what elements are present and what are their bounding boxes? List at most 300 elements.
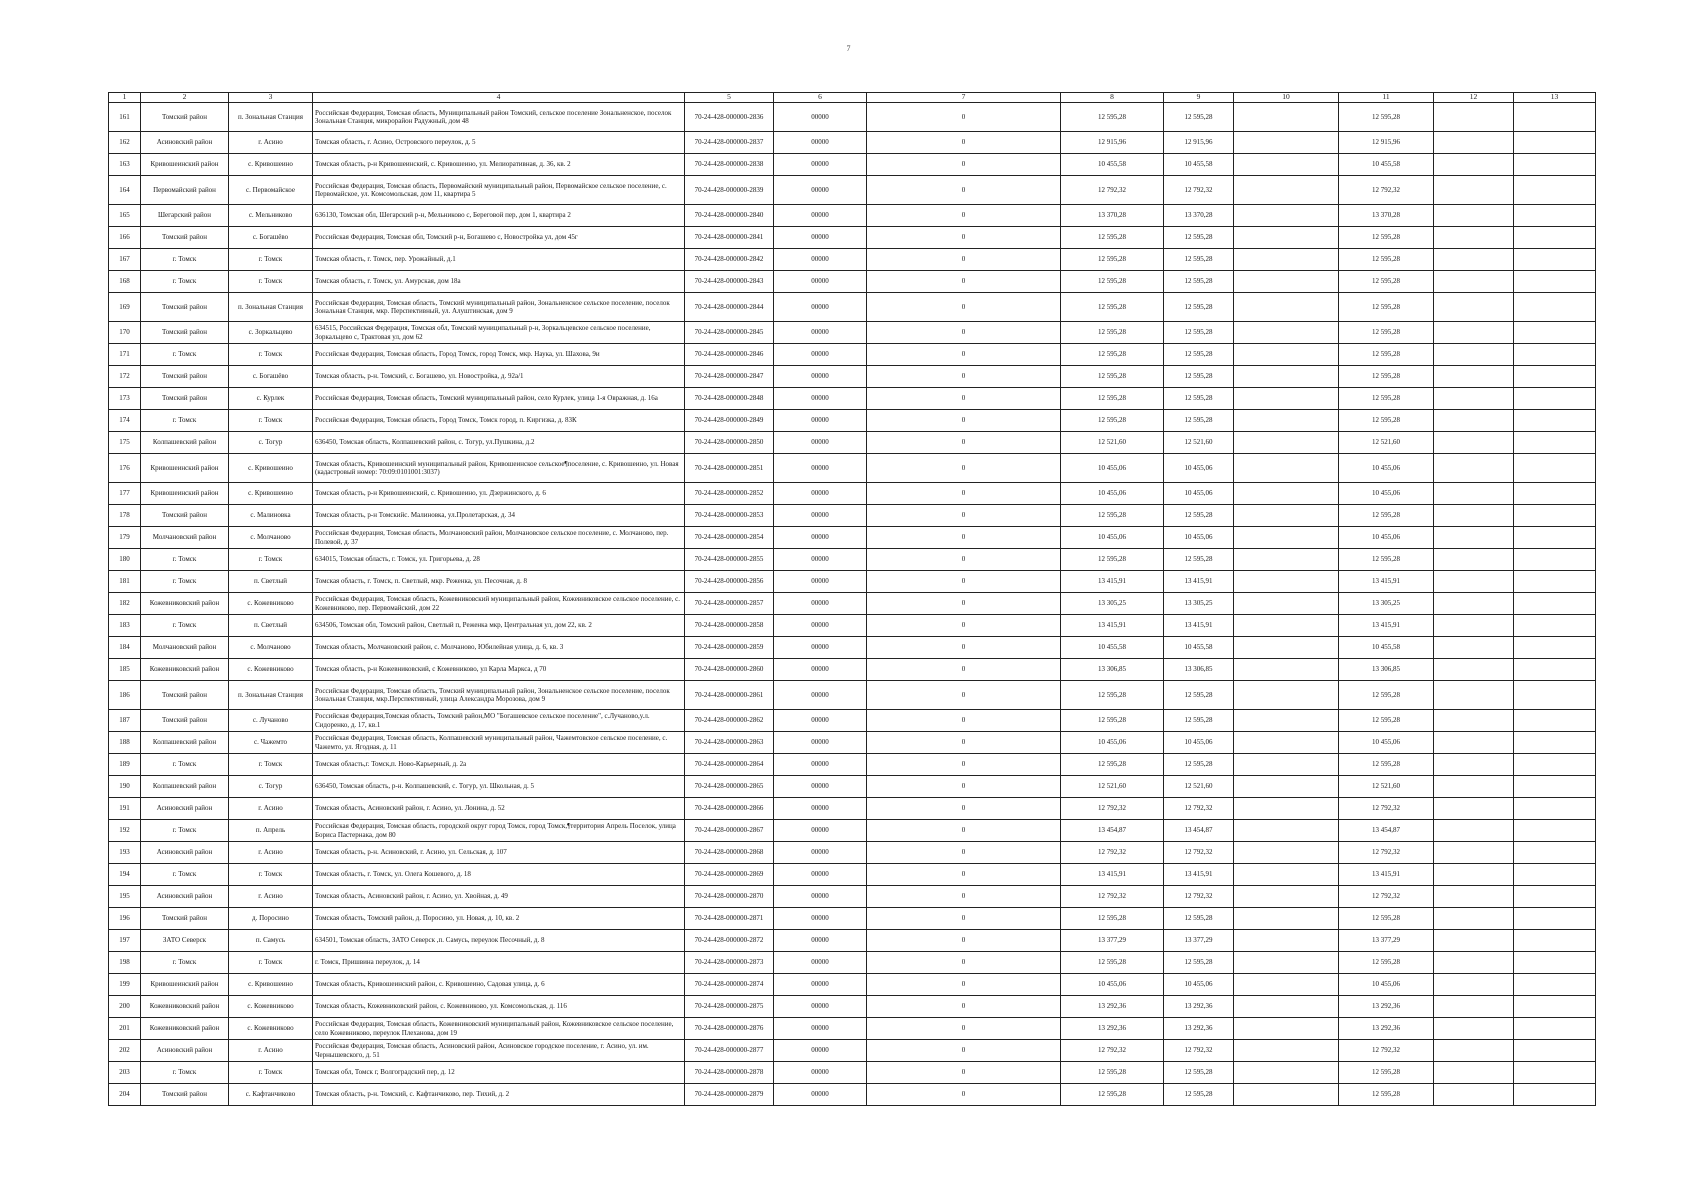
col7-cell: 0: [867, 483, 1061, 505]
object-id-cell: 70-24-428-000000-2837: [685, 132, 774, 154]
col12-cell: [1434, 1084, 1514, 1106]
col8-amount-cell: 12 595,28: [1061, 952, 1164, 974]
code-cell: 00000: [774, 798, 867, 820]
col8-amount-cell: 13 305,25: [1061, 593, 1164, 615]
col12-cell: [1434, 798, 1514, 820]
locality-cell: п. Самусь: [229, 930, 313, 952]
col13-cell: [1514, 271, 1596, 293]
col7-cell: 0: [867, 454, 1061, 483]
col8-amount-cell: 10 455,06: [1061, 527, 1164, 549]
col9-amount-cell: 12 595,28: [1164, 754, 1234, 776]
object-id-cell: 70-24-428-000000-2865: [685, 776, 774, 798]
locality-cell: п. Зональная Станция: [229, 293, 313, 322]
col8-amount-cell: 12 595,28: [1061, 366, 1164, 388]
table-row: [109, 205, 1596, 227]
code-cell: 00000: [774, 227, 867, 249]
row-number-cell: 187: [109, 710, 141, 732]
col7-cell: 0: [867, 659, 1061, 681]
col11-amount-cell: 12 595,28: [1339, 249, 1434, 271]
col10-cell: [1234, 1018, 1339, 1040]
object-id-cell: 70-24-428-000000-2852: [685, 483, 774, 505]
object-id-cell: 70-24-428-000000-2875: [685, 996, 774, 1018]
col10-cell: [1234, 527, 1339, 549]
row-number-cell: 170: [109, 322, 141, 344]
col8-amount-cell: 10 455,06: [1061, 454, 1164, 483]
col11-amount-cell: 13 305,25: [1339, 593, 1434, 615]
col12-cell: [1434, 1062, 1514, 1084]
table-row: [109, 710, 1596, 732]
code-cell: 00000: [774, 432, 867, 454]
code-cell: 00000: [774, 754, 867, 776]
col13-cell: [1514, 952, 1596, 974]
locality-cell: г. Томск: [229, 1062, 313, 1084]
district-cell: Томский район: [141, 505, 229, 527]
district-cell: г. Томск: [141, 820, 229, 842]
col11-amount-cell: 12 595,28: [1339, 505, 1434, 527]
district-cell: Кривошеинский район: [141, 454, 229, 483]
table-row: [109, 271, 1596, 293]
col12-cell: [1434, 571, 1514, 593]
col13-cell: [1514, 681, 1596, 710]
col11-amount-cell: 12 595,28: [1339, 388, 1434, 410]
col7-cell: 0: [867, 974, 1061, 996]
col11-amount-cell: 10 455,06: [1339, 454, 1434, 483]
row-number-cell: 180: [109, 549, 141, 571]
row-number-cell: 202: [109, 1040, 141, 1062]
col9-amount-cell: 13 415,91: [1164, 571, 1234, 593]
district-cell: Асиновский район: [141, 886, 229, 908]
locality-cell: г. Томск: [229, 754, 313, 776]
locality-cell: г. Томск: [229, 549, 313, 571]
address-cell: Российская Федерация, Томская область, Томский муниципальный район, Зональненское сельское поселение, поселок Зональная Станция, мкр.Перспективный, улица Александра Морозова, дом 9: [313, 681, 685, 710]
col9-amount-cell: 12 595,28: [1164, 952, 1234, 974]
locality-cell: г. Асино: [229, 132, 313, 154]
col12-cell: [1434, 366, 1514, 388]
locality-cell: п. Зональная Станция: [229, 103, 313, 132]
col12-cell: [1434, 388, 1514, 410]
col11-amount-cell: 13 292,36: [1339, 1018, 1434, 1040]
district-cell: Шегарский район: [141, 205, 229, 227]
district-cell: г. Томск: [141, 1062, 229, 1084]
col8-amount-cell: 12 595,28: [1061, 388, 1164, 410]
locality-cell: с. Мельниково: [229, 205, 313, 227]
col8-amount-cell: 12 792,32: [1061, 1040, 1164, 1062]
locality-cell: г. Асино: [229, 1040, 313, 1062]
district-cell: Томский район: [141, 293, 229, 322]
col12-cell: [1434, 205, 1514, 227]
col8-amount-cell: 12 792,32: [1061, 842, 1164, 864]
locality-cell: с. Кожевниково: [229, 996, 313, 1018]
registry-table: [108, 92, 1596, 1106]
col12-cell: [1434, 659, 1514, 681]
col10-cell: [1234, 681, 1339, 710]
code-cell: 00000: [774, 659, 867, 681]
address-cell: Томская область, г. Томск, п. Светлый, мкр. Реженка, ул. Песочная, д. 8: [313, 571, 685, 593]
col9-amount-cell: 10 455,58: [1164, 154, 1234, 176]
row-number-cell: 186: [109, 681, 141, 710]
col9-amount-cell: 10 455,06: [1164, 732, 1234, 754]
row-number-cell: 167: [109, 249, 141, 271]
col13-cell: [1514, 798, 1596, 820]
object-id-cell: 70-24-428-000000-2857: [685, 593, 774, 615]
row-number-cell: 201: [109, 1018, 141, 1040]
locality-cell: г. Томск: [229, 249, 313, 271]
col9-amount-cell: 13 292,36: [1164, 996, 1234, 1018]
col11-amount-cell: 13 377,29: [1339, 930, 1434, 952]
row-number-cell: 203: [109, 1062, 141, 1084]
locality-cell: с. Тогур: [229, 776, 313, 798]
col9-amount-cell: 12 595,28: [1164, 505, 1234, 527]
col13-cell: [1514, 864, 1596, 886]
table-row: [109, 103, 1596, 132]
col13-cell: [1514, 549, 1596, 571]
col8-amount-cell: 12 595,28: [1061, 754, 1164, 776]
row-number-cell: 168: [109, 271, 141, 293]
table-row: [109, 154, 1596, 176]
col11-amount-cell: 10 455,58: [1339, 637, 1434, 659]
col9-amount-cell: 10 455,06: [1164, 974, 1234, 996]
col8-amount-cell: 12 792,32: [1061, 886, 1164, 908]
col9-amount-cell: 13 377,29: [1164, 930, 1234, 952]
table-row: [109, 1084, 1596, 1106]
district-cell: г. Томск: [141, 249, 229, 271]
object-id-cell: 70-24-428-000000-2839: [685, 176, 774, 205]
col7-cell: 0: [867, 132, 1061, 154]
district-cell: Томский район: [141, 322, 229, 344]
col10-cell: [1234, 842, 1339, 864]
locality-cell: с. Зоркальцево: [229, 322, 313, 344]
col11-amount-cell: 12 792,32: [1339, 842, 1434, 864]
code-cell: 00000: [774, 615, 867, 637]
col7-cell: 0: [867, 366, 1061, 388]
col9-amount-cell: 13 415,91: [1164, 615, 1234, 637]
col8-amount-cell: 10 455,06: [1061, 483, 1164, 505]
district-cell: Асиновский район: [141, 842, 229, 864]
col12-cell: [1434, 681, 1514, 710]
row-number-cell: 163: [109, 154, 141, 176]
district-cell: Кожевниковский район: [141, 996, 229, 1018]
col11-amount-cell: 10 455,06: [1339, 732, 1434, 754]
col7-cell: 0: [867, 1018, 1061, 1040]
col8-amount-cell: 12 595,28: [1061, 908, 1164, 930]
locality-cell: с. Лучаново: [229, 710, 313, 732]
district-cell: г. Томск: [141, 549, 229, 571]
col12-cell: [1434, 732, 1514, 754]
row-number-cell: 182: [109, 593, 141, 615]
col9-amount-cell: 12 595,28: [1164, 344, 1234, 366]
district-cell: Кривошеинский район: [141, 483, 229, 505]
col13-cell: [1514, 659, 1596, 681]
column-number-header: 12: [1434, 93, 1514, 103]
district-cell: Кривошеинский район: [141, 974, 229, 996]
row-number-cell: 204: [109, 1084, 141, 1106]
row-number-cell: 164: [109, 176, 141, 205]
table-row: [109, 996, 1596, 1018]
district-cell: Томский район: [141, 227, 229, 249]
col8-amount-cell: 12 915,96: [1061, 132, 1164, 154]
col8-amount-cell: 12 595,28: [1061, 322, 1164, 344]
col9-amount-cell: 12 595,28: [1164, 366, 1234, 388]
address-cell: Томская область, Асиновский район, г. Асино, ул. Лонина, д. 52: [313, 798, 685, 820]
address-cell: Российская Федерация, Томская область, Город Томск, Томск город, п. Киргизка, д. 83К: [313, 410, 685, 432]
district-cell: Томский район: [141, 710, 229, 732]
col11-amount-cell: 12 595,28: [1339, 710, 1434, 732]
object-id-cell: 70-24-428-000000-2874: [685, 974, 774, 996]
district-cell: Томский район: [141, 908, 229, 930]
column-number-header: 10: [1234, 93, 1339, 103]
col11-amount-cell: 12 595,28: [1339, 908, 1434, 930]
col12-cell: [1434, 154, 1514, 176]
col11-amount-cell: 13 415,91: [1339, 571, 1434, 593]
col11-amount-cell: 12 792,32: [1339, 176, 1434, 205]
col12-cell: [1434, 710, 1514, 732]
column-number-header: 6: [774, 93, 867, 103]
col7-cell: 0: [867, 388, 1061, 410]
district-cell: г. Томск: [141, 571, 229, 593]
col9-amount-cell: 12 595,28: [1164, 549, 1234, 571]
object-id-cell: 70-24-428-000000-2867: [685, 820, 774, 842]
district-cell: Молчановский район: [141, 637, 229, 659]
col7-cell: 0: [867, 754, 1061, 776]
col7-cell: 0: [867, 842, 1061, 864]
district-cell: Колпашевский район: [141, 776, 229, 798]
object-id-cell: 70-24-428-000000-2858: [685, 615, 774, 637]
col9-amount-cell: 12 792,32: [1164, 176, 1234, 205]
district-cell: Томский район: [141, 388, 229, 410]
col11-amount-cell: 10 455,58: [1339, 154, 1434, 176]
col9-amount-cell: 12 792,32: [1164, 798, 1234, 820]
col7-cell: 0: [867, 908, 1061, 930]
code-cell: 00000: [774, 864, 867, 886]
column-number-header: 3: [229, 93, 313, 103]
address-cell: Томская область, р-н Кожевниковский, с Кожевниково, ул Карла Маркса, д 70: [313, 659, 685, 681]
col8-amount-cell: 13 454,87: [1061, 820, 1164, 842]
col11-amount-cell: 12 595,28: [1339, 1062, 1434, 1084]
code-cell: 00000: [774, 593, 867, 615]
col11-amount-cell: 12 595,28: [1339, 410, 1434, 432]
col8-amount-cell: 12 521,60: [1061, 432, 1164, 454]
col10-cell: [1234, 930, 1339, 952]
col10-cell: [1234, 637, 1339, 659]
col13-cell: [1514, 227, 1596, 249]
col12-cell: [1434, 432, 1514, 454]
col10-cell: [1234, 615, 1339, 637]
code-cell: 00000: [774, 1084, 867, 1106]
table-row: [109, 593, 1596, 615]
col13-cell: [1514, 1040, 1596, 1062]
object-id-cell: 70-24-428-000000-2861: [685, 681, 774, 710]
code-cell: 00000: [774, 886, 867, 908]
district-cell: Асиновский район: [141, 1040, 229, 1062]
district-cell: ЗАТО Северск: [141, 930, 229, 952]
code-cell: 00000: [774, 549, 867, 571]
col10-cell: [1234, 908, 1339, 930]
col10-cell: [1234, 132, 1339, 154]
table-row: [109, 483, 1596, 505]
col9-amount-cell: 10 455,06: [1164, 454, 1234, 483]
row-number-cell: 190: [109, 776, 141, 798]
table-row: [109, 293, 1596, 322]
object-id-cell: 70-24-428-000000-2859: [685, 637, 774, 659]
district-cell: г. Томск: [141, 271, 229, 293]
col10-cell: [1234, 271, 1339, 293]
district-cell: Молчановский район: [141, 527, 229, 549]
col11-amount-cell: 13 306,85: [1339, 659, 1434, 681]
col11-amount-cell: 13 454,87: [1339, 820, 1434, 842]
col12-cell: [1434, 930, 1514, 952]
address-cell: Томская область, р-н Кривошеинский, с. Кривошеино, ул. Мелиоративная, д. 36, кв. 2: [313, 154, 685, 176]
col9-amount-cell: 12 595,28: [1164, 1062, 1234, 1084]
code-cell: 00000: [774, 974, 867, 996]
object-id-cell: 70-24-428-000000-2878: [685, 1062, 774, 1084]
col12-cell: [1434, 454, 1514, 483]
col8-amount-cell: 12 521,60: [1061, 776, 1164, 798]
district-cell: г. Томск: [141, 615, 229, 637]
locality-cell: г. Томск: [229, 864, 313, 886]
locality-cell: с. Кривошеино: [229, 454, 313, 483]
col12-cell: [1434, 322, 1514, 344]
col13-cell: [1514, 249, 1596, 271]
col11-amount-cell: 12 595,28: [1339, 271, 1434, 293]
row-number-cell: 174: [109, 410, 141, 432]
code-cell: 00000: [774, 996, 867, 1018]
object-id-cell: 70-24-428-000000-2863: [685, 732, 774, 754]
col11-amount-cell: 12 595,28: [1339, 549, 1434, 571]
district-cell: г. Томск: [141, 952, 229, 974]
col11-amount-cell: 13 415,91: [1339, 864, 1434, 886]
row-number-cell: 197: [109, 930, 141, 952]
col7-cell: 0: [867, 798, 1061, 820]
col7-cell: 0: [867, 776, 1061, 798]
code-cell: 00000: [774, 637, 867, 659]
col10-cell: [1234, 659, 1339, 681]
table-row: [109, 132, 1596, 154]
address-cell: Российская Федерация, Томская область, Колпашевский муниципальный район, Чажемтовское сельское поселение, с. Чажемто, ул. Ягодная, д. 11: [313, 732, 685, 754]
col7-cell: 0: [867, 1062, 1061, 1084]
col7-cell: 0: [867, 205, 1061, 227]
col13-cell: [1514, 732, 1596, 754]
col13-cell: [1514, 842, 1596, 864]
col11-amount-cell: 12 595,28: [1339, 366, 1434, 388]
row-number-cell: 198: [109, 952, 141, 974]
col9-amount-cell: 12 915,96: [1164, 132, 1234, 154]
col8-amount-cell: 13 415,91: [1061, 571, 1164, 593]
col10-cell: [1234, 176, 1339, 205]
address-cell: 634501, Томская область, ЗАТО Северск ,п. Самусь, переулок Песочный, д. 8: [313, 930, 685, 952]
col10-cell: [1234, 249, 1339, 271]
address-cell: Российская Федерация,Томская область, Томский район,МО "Богашевское сельское поселение", с.Лучаново,у.л. Сидоренко, д. 17, кв.1: [313, 710, 685, 732]
col9-amount-cell: 13 415,91: [1164, 864, 1234, 886]
col8-amount-cell: 12 595,28: [1061, 103, 1164, 132]
col9-amount-cell: 10 455,58: [1164, 637, 1234, 659]
object-id-cell: 70-24-428-000000-2843: [685, 271, 774, 293]
row-number-cell: 192: [109, 820, 141, 842]
row-number-cell: 176: [109, 454, 141, 483]
object-id-cell: 70-24-428-000000-2866: [685, 798, 774, 820]
table-row: [109, 681, 1596, 710]
col7-cell: 0: [867, 930, 1061, 952]
col10-cell: [1234, 593, 1339, 615]
col10-cell: [1234, 798, 1339, 820]
table-row: [109, 732, 1596, 754]
col9-amount-cell: 12 792,32: [1164, 842, 1234, 864]
col8-amount-cell: 12 595,28: [1061, 710, 1164, 732]
table-row: [109, 366, 1596, 388]
col8-amount-cell: 12 595,28: [1061, 1084, 1164, 1106]
col9-amount-cell: 13 305,25: [1164, 593, 1234, 615]
code-cell: 00000: [774, 908, 867, 930]
col13-cell: [1514, 322, 1596, 344]
column-number-header: 5: [685, 93, 774, 103]
district-cell: Кривошеинский район: [141, 154, 229, 176]
locality-cell: п. Апрель: [229, 820, 313, 842]
row-number-cell: 184: [109, 637, 141, 659]
object-id-cell: 70-24-428-000000-2864: [685, 754, 774, 776]
col9-amount-cell: 12 521,60: [1164, 776, 1234, 798]
table-row: [109, 571, 1596, 593]
locality-cell: г. Асино: [229, 798, 313, 820]
col8-amount-cell: 13 377,29: [1061, 930, 1164, 952]
locality-cell: с. Кожевниково: [229, 1018, 313, 1040]
col8-amount-cell: 13 306,85: [1061, 659, 1164, 681]
column-number-row: [109, 93, 1596, 103]
col9-amount-cell: 12 595,28: [1164, 271, 1234, 293]
object-id-cell: 70-24-428-000000-2838: [685, 154, 774, 176]
district-cell: Асиновский район: [141, 132, 229, 154]
table-row: [109, 820, 1596, 842]
col10-cell: [1234, 103, 1339, 132]
col9-amount-cell: 12 595,28: [1164, 410, 1234, 432]
col13-cell: [1514, 886, 1596, 908]
col7-cell: 0: [867, 549, 1061, 571]
col13-cell: [1514, 154, 1596, 176]
column-number-header: 9: [1164, 93, 1234, 103]
col9-amount-cell: 12 792,32: [1164, 886, 1234, 908]
col13-cell: [1514, 710, 1596, 732]
table-row: [109, 549, 1596, 571]
col8-amount-cell: 13 415,91: [1061, 615, 1164, 637]
col13-cell: [1514, 344, 1596, 366]
table-row: [109, 930, 1596, 952]
address-cell: Российская Федерация, Томская область, Кожевниковский муниципальный район, Кожевниковское сельское поселение, с. Кожевниково, пер. Первомайский, дом 22: [313, 593, 685, 615]
col12-cell: [1434, 549, 1514, 571]
column-number-header: 13: [1514, 93, 1596, 103]
object-id-cell: 70-24-428-000000-2849: [685, 410, 774, 432]
address-cell: г. Томск, Пришвина переулок, д. 14: [313, 952, 685, 974]
col11-amount-cell: 12 521,60: [1339, 432, 1434, 454]
code-cell: 00000: [774, 483, 867, 505]
table-row: [109, 615, 1596, 637]
col10-cell: [1234, 1040, 1339, 1062]
col13-cell: [1514, 615, 1596, 637]
col8-amount-cell: 12 595,28: [1061, 410, 1164, 432]
col10-cell: [1234, 410, 1339, 432]
code-cell: 00000: [774, 293, 867, 322]
col10-cell: [1234, 205, 1339, 227]
col7-cell: 0: [867, 864, 1061, 886]
col13-cell: [1514, 571, 1596, 593]
col13-cell: [1514, 205, 1596, 227]
col12-cell: [1434, 952, 1514, 974]
object-id-cell: 70-24-428-000000-2854: [685, 527, 774, 549]
code-cell: 00000: [774, 132, 867, 154]
col10-cell: [1234, 754, 1339, 776]
row-number-cell: 199: [109, 974, 141, 996]
locality-cell: г. Асино: [229, 842, 313, 864]
object-id-cell: 70-24-428-000000-2868: [685, 842, 774, 864]
col10-cell: [1234, 571, 1339, 593]
col10-cell: [1234, 952, 1339, 974]
